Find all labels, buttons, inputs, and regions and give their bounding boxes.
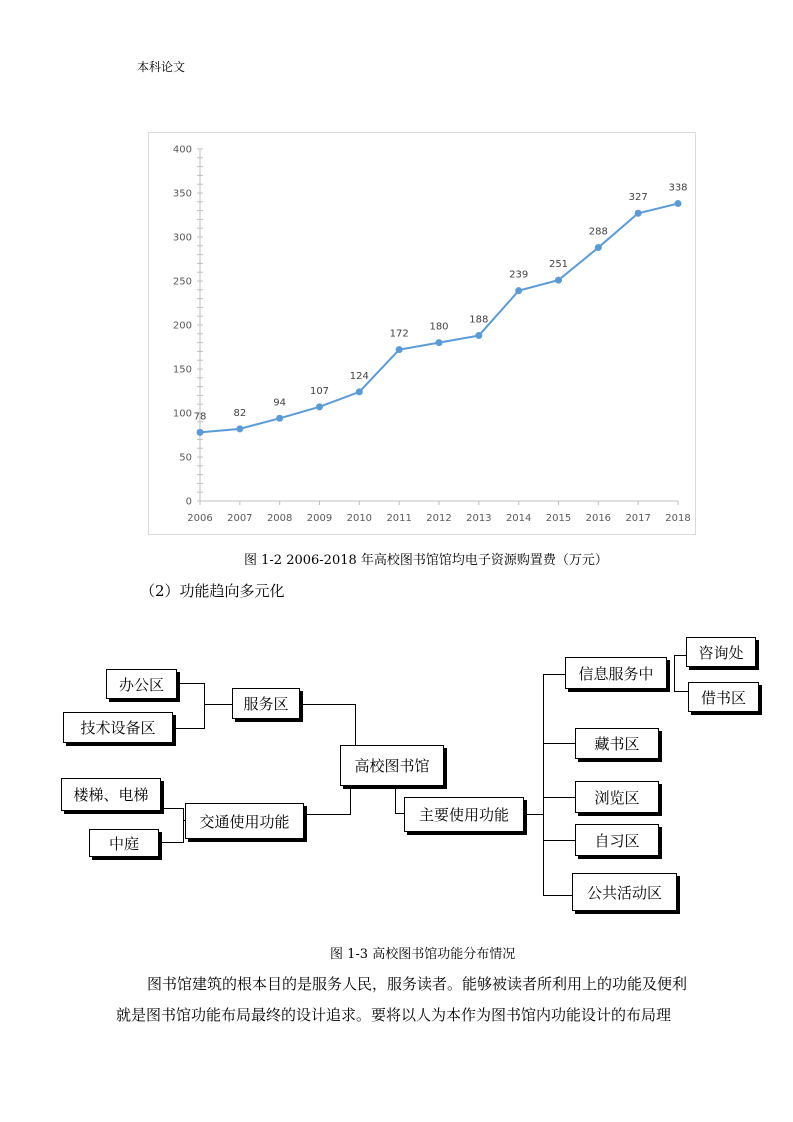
data-point [276, 415, 283, 422]
courtyard-box: 中庭 [89, 829, 159, 857]
paragraph-line-1: 图书馆建筑的根本目的是服务人民，服务读者。能够被读者所利用上的功能及便利 [147, 975, 688, 993]
data-point [316, 403, 323, 410]
data-point [595, 244, 602, 251]
x-tick-label: 2007 [227, 513, 253, 524]
figure-1-caption: 图 1-2 2006-2018 年高校图书馆馆均电子资源购置费（万元） [244, 553, 608, 568]
public-activity-box: 公共活动区 [572, 873, 677, 911]
line-chart [148, 132, 696, 535]
section-subheading: （2）功能趋向多元化 [140, 582, 285, 600]
consult-box: 咨询处 [686, 637, 756, 667]
x-tick-label: 2017 [625, 513, 651, 524]
data-label: 327 [628, 192, 648, 204]
y-tick-label: 200 [172, 320, 192, 332]
paragraph-line-2: 就是图书馆功能布局最终的设计追求。要将以人为本作为图书馆内功能设计的布局理 [116, 1006, 672, 1024]
x-tick-label: 2015 [545, 513, 572, 524]
series-line [200, 204, 678, 433]
chart-svg [149, 133, 697, 536]
data-point [436, 339, 443, 346]
data-label: 239 [509, 269, 529, 281]
x-tick-label: 2006 [187, 513, 213, 524]
stacks-box: 藏书区 [575, 728, 659, 759]
data-point [635, 210, 642, 217]
data-label: 338 [668, 182, 688, 194]
data-label: 124 [349, 370, 369, 382]
office-box: 办公区 [106, 669, 177, 699]
x-tick-label: 2012 [426, 513, 452, 524]
main-function-box: 主要使用功能 [404, 797, 524, 832]
y-tick-label: 350 [172, 188, 192, 200]
y-tick-label: 0 [185, 496, 192, 508]
data-label: 251 [548, 259, 569, 271]
x-tick-label: 2018 [665, 513, 691, 524]
root-box: 高校图书馆 [340, 745, 444, 786]
data-label: 82 [233, 407, 247, 419]
borrow-box: 借书区 [688, 682, 759, 712]
data-label: 188 [469, 314, 489, 326]
stairs-box: 楼梯、电梯 [61, 778, 161, 811]
data-point [356, 388, 363, 395]
y-tick-label: 50 [179, 452, 192, 464]
x-tick-label: 2009 [306, 513, 333, 524]
data-point [475, 332, 482, 339]
y-tick-label: 300 [172, 232, 192, 244]
y-tick-label: 100 [172, 408, 192, 420]
data-label: 288 [588, 226, 608, 238]
x-tick-label: 2011 [386, 513, 412, 524]
data-label: 180 [429, 321, 449, 333]
x-tick-label: 2014 [505, 513, 532, 524]
data-label: 172 [389, 328, 409, 340]
traffic-box: 交通使用功能 [185, 803, 304, 839]
x-tick-label: 2010 [346, 513, 373, 524]
study-box: 自习区 [575, 824, 659, 856]
data-point [236, 425, 243, 432]
data-label: 107 [309, 385, 330, 397]
data-point [555, 277, 562, 284]
data-point [396, 346, 403, 353]
data-label: 78 [193, 411, 207, 423]
x-tick-label: 2013 [466, 513, 492, 524]
page-header: 本科论文 [137, 60, 186, 74]
y-tick-label: 250 [172, 276, 192, 288]
y-tick-label: 150 [172, 364, 192, 376]
data-point [675, 200, 682, 207]
x-tick-label: 2008 [266, 513, 293, 524]
service-area-box: 服务区 [232, 688, 300, 719]
data-point [197, 429, 204, 436]
data-point [515, 287, 522, 294]
browse-box: 浏览区 [575, 781, 659, 813]
figure-2-caption: 图 1-3 高校图书馆功能分布情况 [330, 947, 516, 962]
data-label: 94 [273, 397, 287, 409]
y-tick-label: 400 [172, 144, 192, 156]
tech-equipment-box: 技术设备区 [63, 712, 173, 743]
x-tick-label: 2016 [585, 513, 612, 524]
info-service-box: 信息服务中 [565, 657, 667, 689]
